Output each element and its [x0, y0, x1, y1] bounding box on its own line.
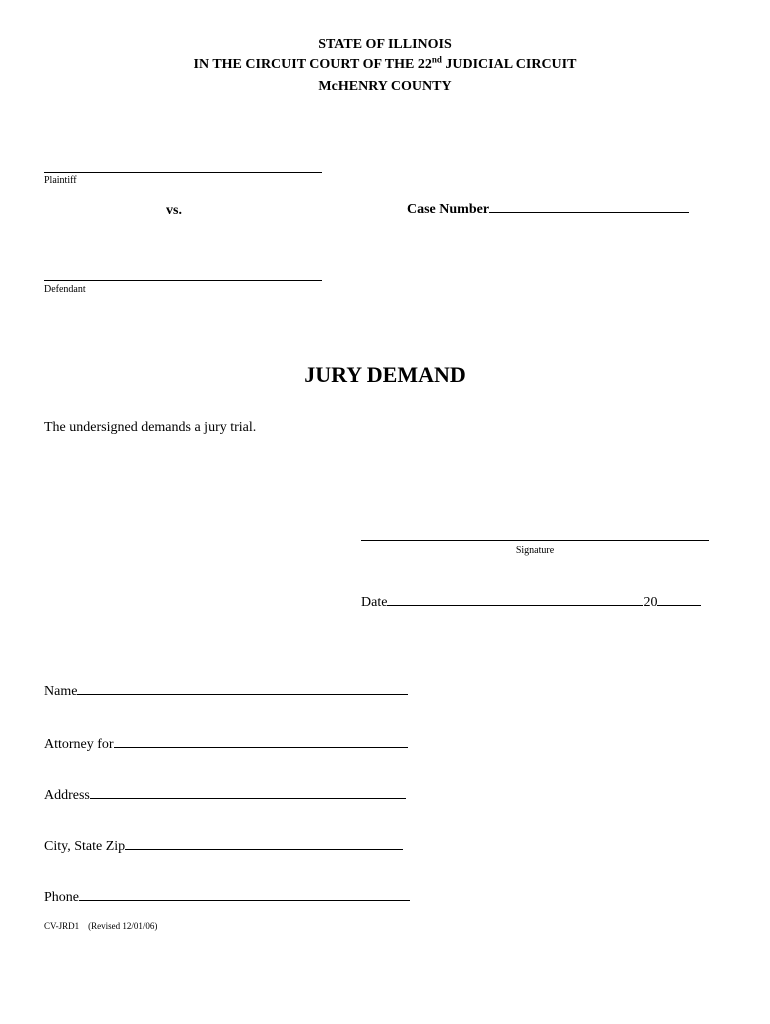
date-field[interactable]	[361, 595, 701, 611]
address-field[interactable]	[44, 788, 406, 804]
name-field[interactable]	[44, 684, 408, 700]
case-number-field[interactable]	[407, 202, 689, 218]
phone-field[interactable]	[44, 890, 410, 906]
city-state-zip-field[interactable]	[44, 839, 403, 855]
date-year-input-line[interactable]	[657, 604, 701, 606]
city-state-zip-input-line[interactable]	[125, 848, 403, 850]
case-number-label: Case Number	[407, 202, 490, 217]
plaintiff-input-line[interactable]	[44, 172, 322, 173]
attorney-for-input-line[interactable]	[114, 746, 408, 748]
attorney-for-label: Attorney for	[44, 737, 114, 752]
date-label: Date	[361, 595, 388, 610]
phone-input-line[interactable]	[79, 899, 410, 901]
court-circuit-heading	[0, 55, 770, 75]
defendant-label: Defendant	[44, 284, 86, 295]
name-label: Name	[44, 684, 78, 699]
attorney-for-field[interactable]	[44, 737, 408, 753]
court-state-heading: STATE OF ILLINOIS	[318, 37, 452, 52]
circuit-heading-text: IN THE CIRCUIT COURT OF THE 22	[193, 57, 432, 72]
name-input-line[interactable]	[77, 693, 408, 695]
county-heading: McHENRY COUNTY	[318, 79, 452, 94]
document-title: JURY DEMAND	[304, 362, 466, 387]
address-input-line[interactable]	[90, 797, 406, 799]
defendant-input-line[interactable]	[44, 280, 322, 281]
case-number-input-line[interactable]	[489, 211, 689, 213]
signature-label: Signature	[515, 545, 555, 556]
phone-label: Phone	[44, 890, 79, 905]
versus-label: vs.	[166, 203, 182, 218]
jury-demand-statement: The undersigned demands a jury trial.	[44, 420, 257, 435]
circuit-ordinal-suffix: nd	[431, 54, 442, 65]
address-label: Address	[44, 788, 90, 803]
form-revision-id: CV-JRD1 (Revised 12/01/06)	[44, 921, 158, 931]
date-input-line[interactable]	[387, 604, 643, 606]
circuit-heading-text-end: JUDICIAL CIRCUIT	[441, 57, 577, 72]
signature-input-line[interactable]	[361, 540, 709, 541]
plaintiff-label: Plaintiff	[44, 175, 77, 186]
city-state-zip-label: City, State Zip	[44, 839, 126, 854]
date-year-prefix: 20	[643, 595, 658, 610]
